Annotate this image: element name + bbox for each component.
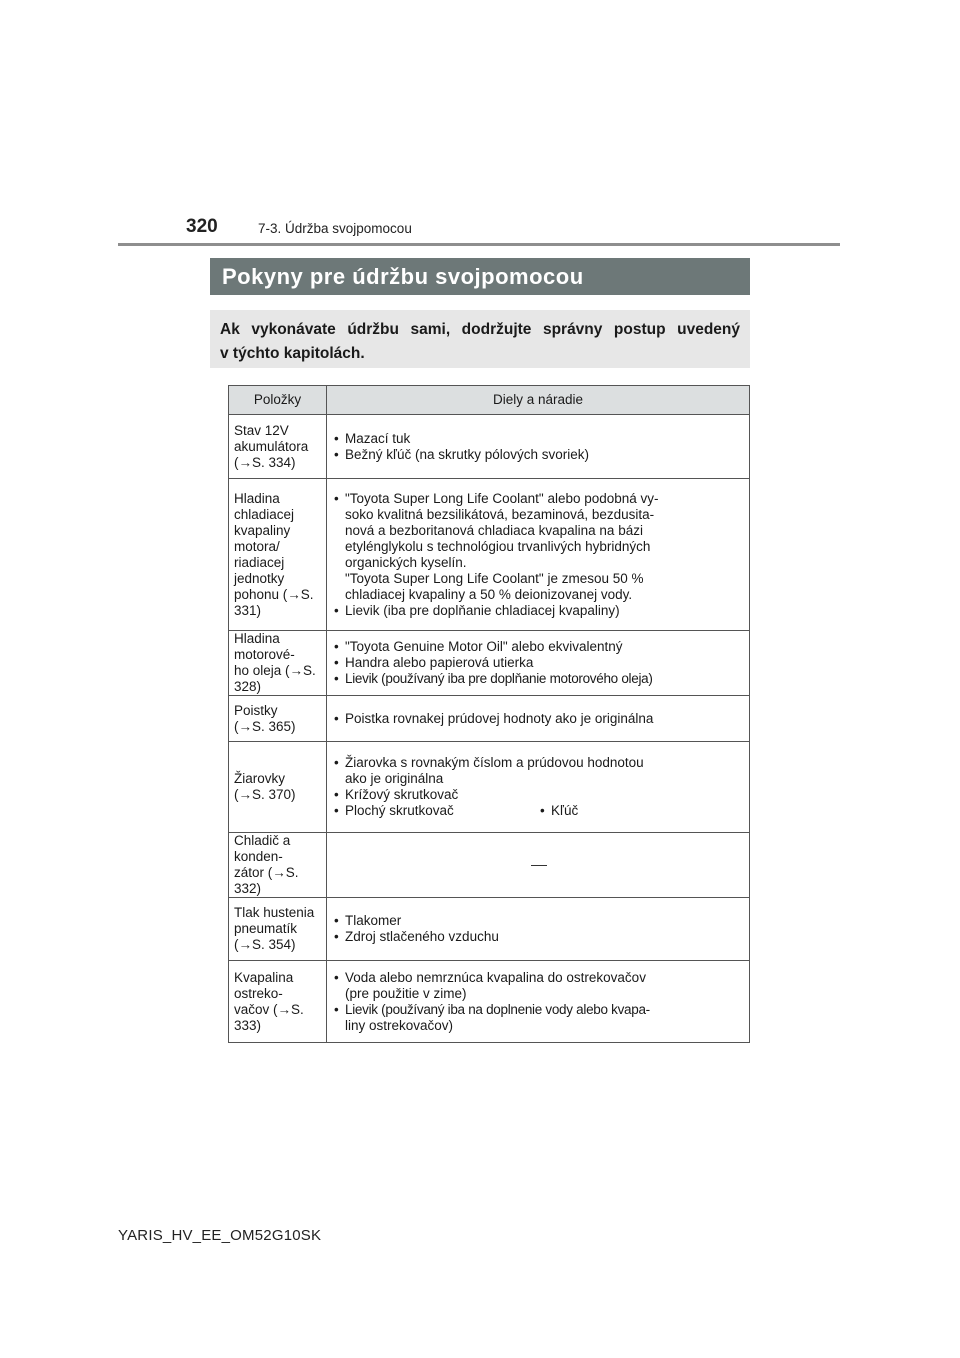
list-item: • Lievik (používaný iba pre doplňanie motorového oleja) (333, 671, 745, 687)
coolant-line: organických kyselín. (345, 554, 467, 570)
coolant-line: "Toyota Super Long Life Coolant" je zmesou 50 % (345, 570, 644, 586)
section-title: 7-3. Údržba svojpomocou (258, 221, 412, 236)
table-row (229, 898, 750, 961)
item-reference: vačov (→S. 333) (234, 1001, 304, 1033)
list-item: • "Toyota Genuine Motor Oil" alebo ekvivalentný (333, 639, 745, 655)
tools-cell (327, 898, 750, 961)
list-item (333, 1002, 745, 1034)
item-text: Hladina motorové- (234, 631, 295, 662)
list-item: • Krížový skrutkovač (333, 787, 745, 803)
item-text: kvapaliny motora/ (234, 522, 291, 554)
coolant-line: etylénglykolu s technológiou trvanlivých hybridných (345, 538, 651, 554)
table-row (229, 833, 750, 898)
list-item (333, 970, 745, 1002)
table-row (229, 631, 750, 696)
item-text: pneumatík (234, 921, 298, 936)
item-text: Tlak hustenia (234, 905, 315, 920)
item-text: Žiarovky (234, 771, 286, 786)
item-reference: (→S. 370) (234, 787, 296, 802)
washer-line: liny ostrekovačov) (345, 1017, 454, 1033)
table-row (229, 696, 750, 742)
intro-note (210, 310, 750, 368)
item-text: riadiacej jednotky (234, 554, 285, 586)
header-items: Položky (229, 386, 327, 415)
header-divider (118, 243, 840, 246)
parts-table (228, 385, 750, 1043)
table-row (229, 479, 750, 631)
item-text: Kvapalina ostreko- (234, 969, 294, 1001)
item-cell (229, 742, 327, 833)
item-reference: (→S. 334) (234, 454, 296, 470)
tools-cell (327, 961, 750, 1043)
list-item: • Handra alebo papierová utierka (333, 655, 745, 671)
washer-line: • Voda alebo nemrznúca kvapalina do ostrekovačov (345, 969, 646, 985)
bulb-line: • Žiarovka s rovnakým číslom a prúdovou hodnotou (345, 755, 644, 770)
washer-line: • Lievik (používaný iba na doplnenie vody alebo kvapa- (345, 1001, 650, 1017)
list-item: • Plochý skrutkovač (333, 803, 539, 819)
empty-dash (531, 865, 547, 866)
item-cell (229, 833, 327, 898)
intro-line-2: v týchto kapitolách. (220, 345, 365, 362)
table-row (229, 742, 750, 833)
tools-cell (327, 833, 750, 898)
item-reference: (→S. 365) (234, 718, 296, 734)
item-cell (229, 415, 327, 479)
item-reference: (→S. 354) (234, 937, 296, 952)
item-text: akumulátora (234, 438, 309, 454)
list-item (333, 491, 745, 603)
bulb-line: ako je originálna (345, 771, 444, 786)
header-tools: Diely a náradie (327, 386, 750, 415)
list-item (333, 755, 745, 787)
coolant-line: soko kvalitná bezsilikátová, bezaminová, bezdusita- (345, 506, 655, 522)
table-row (229, 415, 750, 479)
item-text: Poistky (234, 702, 278, 718)
tools-cell (327, 631, 750, 696)
item-cell (229, 631, 327, 696)
list-item: • Tlakomer (333, 913, 745, 929)
item-reference: pohonu (→S. 331) (234, 586, 314, 618)
item-cell (229, 961, 327, 1043)
item-reference: ho oleja (→S. 328) (234, 663, 316, 694)
list-item: • Kľúč (539, 803, 745, 819)
page-number: 320 (186, 216, 218, 237)
item-text: Chladič a konden- (234, 833, 291, 864)
list-item: • Poistka rovnakej prúdovej hodnoty ako je originálna (333, 711, 745, 727)
table-header-row (229, 386, 750, 415)
tools-cell (327, 696, 750, 742)
item-cell (229, 479, 327, 631)
coolant-line: nová a bezboritanová chladiaca kvapalina na bázi (345, 522, 643, 538)
table-row (229, 961, 750, 1043)
item-text: Hladina chladiacej (234, 490, 295, 522)
item-cell (229, 696, 327, 742)
intro-line-1: Ak vykonávate údržbu sami, dodržujte správny postup uvedený (220, 321, 740, 338)
list-item: • Zdroj stlačeného vzduchu (333, 929, 745, 945)
list-item: • Lievik (iba pre doplňanie chladiacej kvapaliny) (333, 603, 745, 619)
item-reference: zátor (→S. 332) (234, 865, 299, 896)
tools-cell (327, 479, 750, 631)
tools-cell (327, 415, 750, 479)
washer-line: (pre použitie v zime) (345, 985, 467, 1001)
tools-cell (327, 742, 750, 833)
item-cell (229, 898, 327, 961)
page-title: Pokyny pre údržbu svojpomocou (210, 258, 750, 295)
coolant-line: • "Toyota Super Long Life Coolant" alebo podobná vy- (345, 490, 659, 506)
list-item: • Bežný kľúč (na skrutky pólových svoriek) (333, 447, 745, 463)
coolant-line: chladiacej kvapaliny a 50 % deionizovanej vody. (345, 586, 633, 602)
item-text: Stav 12V (234, 422, 289, 438)
document-code: YARIS_HV_EE_OM52G10SK (118, 1227, 322, 1244)
list-item: • Mazací tuk (333, 431, 745, 447)
